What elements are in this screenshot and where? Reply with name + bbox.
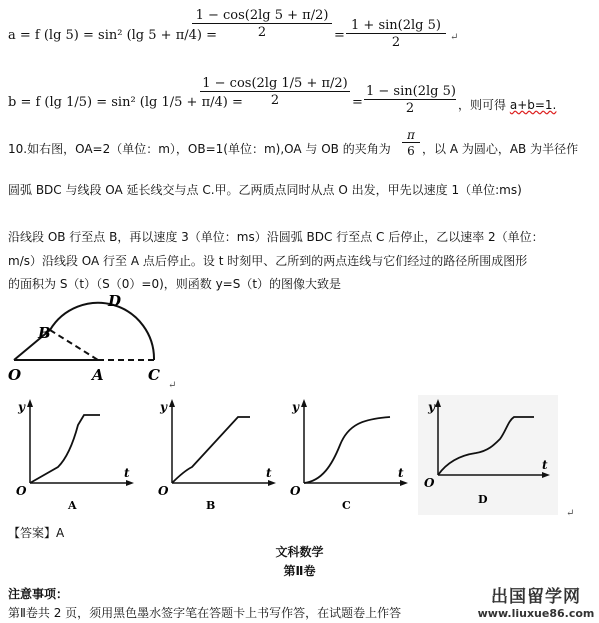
angle-fraction	[402, 128, 420, 158]
label-b: B	[38, 324, 51, 342]
problem-line-3: 沿线段 OB 行至点 B，再以速度 3（单位：ms）沿圆弧 BDC 行至点 C 后停止，乙以速率 2（单位：	[8, 230, 544, 244]
graph-d-origin: O	[424, 476, 435, 490]
angle-numerator: π	[402, 128, 420, 143]
formula-a-frac1-denominator: 2	[257, 25, 267, 40]
graph-c-letter: C	[342, 499, 351, 512]
section-title: 文科数学	[275, 545, 324, 559]
graph-a-t-label: t	[124, 466, 130, 480]
return-mark-diagram: ↵	[168, 380, 177, 391]
formula-b-lhs: b = f (lg 1/5) = sin² (lg 1/5 + π/4) =	[8, 95, 243, 110]
formula-b-result: a+b=1.	[509, 98, 557, 112]
formula-b-fraction-2	[364, 84, 456, 116]
watermark	[476, 582, 596, 620]
section-subtitle: 第Ⅱ卷	[283, 564, 316, 578]
formula-b-frac2-numerator: 1 − sin(2lg 5)	[366, 84, 456, 99]
answer-text: 【答案】A	[8, 526, 65, 540]
graph-a-curve	[30, 415, 100, 483]
graph-b-y-label: y	[160, 400, 167, 414]
geometry-diagram	[0, 290, 190, 390]
arc-bdc	[50, 303, 154, 360]
graph-b	[150, 395, 280, 515]
graph-a-y-label: y	[18, 400, 25, 414]
formula-b-frac1-numerator: 1 − cos(2lg 1/5 + π/2)	[200, 76, 350, 92]
graph-c-y-label: y	[292, 400, 299, 414]
notes-title: 注意事项：	[8, 587, 69, 601]
graph-b-t-label: t	[266, 466, 272, 480]
problem-line-4: m/s）沿线段 OA 行至 A 点后停止。设 t 时刻甲、乙所到的两点连线与它们经过的路径所围成图形	[8, 254, 528, 268]
formula-b-frac1-denominator: 2	[270, 93, 280, 108]
notes-text: 第Ⅱ卷共 2 页，须用黑色墨水签字笔在答题卡上书写作答，在试题卷上作答	[8, 606, 402, 620]
formula-a-frac1-numerator: 1 − cos(2lg 5 + π/2)	[192, 8, 332, 24]
graph-d-letter: D	[478, 493, 488, 506]
graph-b-origin: O	[158, 484, 169, 498]
segment-ba	[50, 330, 98, 360]
graph-a-origin: O	[16, 484, 27, 498]
graph-b-curve	[172, 417, 250, 483]
formula-b-frac2-denominator: 2	[405, 101, 415, 116]
graph-a	[8, 395, 138, 515]
graph-a-letter: A	[68, 499, 77, 512]
formula-a-frac2-denominator: 2	[391, 35, 401, 50]
formula-a-lhs: a = f (lg 5) = sin² (lg 5 + π/4) =	[8, 28, 217, 43]
return-mark: ↵	[450, 32, 459, 43]
formula-b-tail	[458, 96, 556, 113]
label-d: D	[108, 292, 122, 310]
problem-line-1-start: 10.如右图，OA=2（单位：m），OB=1(单位：m),OA 与 OB 的夹角为	[8, 142, 391, 156]
graph-c	[282, 395, 412, 515]
label-c: C	[148, 366, 160, 384]
graph-c-origin: O	[290, 484, 301, 498]
formula-b-equals: =	[352, 95, 363, 110]
graph-c-curve	[304, 417, 390, 483]
watermark-cn: 出国留学网	[491, 587, 581, 607]
formula-b-fraction-1	[200, 76, 350, 108]
formula-a-frac2-numerator: 1 + sin(2lg 5)	[346, 18, 446, 34]
watermark-url: www.liuxue86.com	[477, 607, 595, 620]
problem-line-5: 的面积为 S（t）（S（0）=0)，则函数 y=S（t）的图像大致是	[8, 277, 342, 291]
label-a: A	[92, 366, 104, 384]
graph-c-t-label: t	[398, 466, 404, 480]
return-mark-graphs: ↵	[566, 508, 575, 519]
label-o: O	[8, 366, 22, 384]
angle-denominator: 6	[407, 144, 415, 158]
graph-d	[418, 395, 558, 515]
problem-line-1-end: ，以 A 为圆心，AB 为半径作	[422, 142, 579, 156]
problem-line-2: 圆弧 BDC 与线段 OA 延长线交与点 C.甲。乙两质点同时从点 O 出发，甲先以速度 1（单位:ms)	[8, 183, 522, 197]
formula-a-fraction-1	[192, 8, 332, 40]
graph-b-letter: B	[206, 499, 216, 512]
problem-line-1	[8, 140, 391, 157]
formula-a-fraction-2	[346, 18, 446, 50]
graph-d-t-label: t	[542, 458, 548, 472]
graph-d-y-label: y	[428, 400, 435, 414]
formula-a-equals: =	[334, 28, 345, 43]
formula-b-tail-text: ，则可得	[458, 98, 507, 112]
